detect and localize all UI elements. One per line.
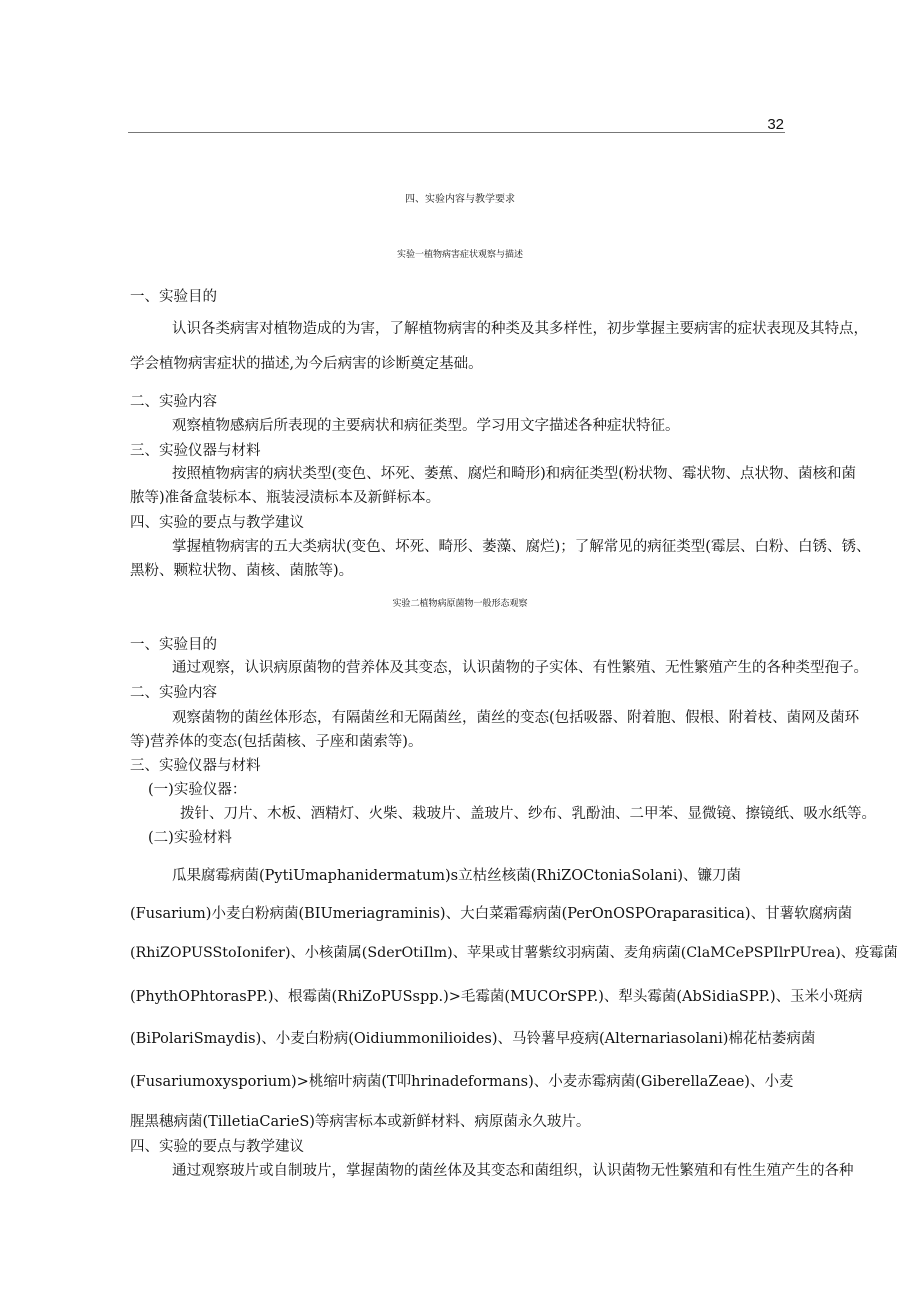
exp1-s2-heading: 二、实验内容 (130, 394, 217, 410)
material-line-7: 腥黑穗病菌(TilletiaCarieS)等病害标本或新鲜材料、病原菌永久玻片。 (130, 1114, 591, 1130)
material-line-4: (PhythOPhtorasPP.)、根霉菌(RhiZoPUSspp.)>毛霉菌(MUCOrSPP.)、犁头霉菌(AbSidiaSPP.)、玉米小斑病 (130, 989, 863, 1005)
exp2-s3-sub2: (二)实验材料 (148, 830, 232, 846)
material-line-3: (RhiZOPUSStoIonifer)、小核菌属(SderOtiIlm)、苹果或甘薯紫纹羽病菌、麦角病菌(ClaMCePSPIlrPUrea)、疫霉菌 (130, 945, 898, 961)
exp2-s2-heading: 二、实验内容 (130, 685, 217, 701)
exp1-s1-line2: 学会植物病害症状的描述,为今后病害的诊断奠定基础。 (130, 356, 483, 372)
page-number: 32 (767, 116, 784, 133)
exp1-s3-line1: 按照植物病害的病状类型(变色、坏死、萎蕉、腐烂和畸形)和病征类型(粉状物、霉状物、点状物、菌核和菌 (172, 466, 856, 482)
exp1-title: 实验一植物病害症状观察与描述 (396, 250, 523, 260)
material-line-2: (Fusarium)小麦白粉病菌(BIUmeriagraminis)、大白菜霜霉病菌(PerOnOSPOraparasitica)、甘薯软腐病菌 (130, 906, 853, 922)
exp1-s4-line2: 黑粉、颗粒状物、菌核、菌脓等)。 (130, 563, 354, 579)
header-rule (128, 132, 785, 133)
exp2-s3-heading: 三、实验仪器与材料 (130, 758, 261, 774)
exp2-s4-heading: 四、实验的要点与教学建议 (130, 1139, 304, 1155)
exp1-s1-line1: 认识各类病害对植物造成的为害，了解植物病害的种类及其多样性，初步掌握主要病害的症状表现及其特点， (172, 321, 868, 337)
exp2-s4-line1: 通过观察玻片或自制玻片，掌握菌物的菌丝体及其变态和菌组织，认识菌物无性繁殖和有性生殖产生的各种 (172, 1163, 854, 1179)
exp2-s2-line1: 观察菌物的菌丝体形态，有隔菌丝和无隔菌丝，菌丝的变态(包括吸器、附着胞、假根、附着枝、菌网及菌环 (172, 710, 860, 726)
exp2-s3-sub1: (一)实验仪器： (148, 782, 247, 798)
exp2-s2-line2: 等)营养体的变态(包括菌核、子座和菌索等)。 (130, 734, 423, 750)
exp2-s1-heading: 一、实验目的 (130, 637, 217, 653)
material-line-5: (BiPolariSmaydis)、小麦白粉病(Oidiummonilioides)、马铃薯早疫病(Alternariasolani)棉花枯萎病菌 (130, 1031, 816, 1047)
exp1-s4-line1: 掌握植物病害的五大类病状(变色、坏死、畸形、萎藻、腐烂)；了解常见的病征类型(霉层、白粉、白锈、锈、 (172, 539, 871, 555)
exp1-s1-heading: 一、实验目的 (130, 289, 217, 305)
exp1-s4-heading: 四、实验的要点与教学建议 (130, 515, 304, 531)
exp1-s3-line2: 脓等)准备盒装标本、瓶装浸渍标本及新鲜标本。 (130, 490, 441, 506)
main-title: 四、实验内容与教学要求 (405, 194, 515, 205)
exp2-title: 实验二植物病原菌物一般形态观察 (392, 599, 528, 609)
exp2-s3-sub1-text: 拨针、刀片、木板、酒精灯、火柴、栽玻片、盖玻片、纱布、乳酚油、二甲苯、显微镜、擦镜纸、吸水纸等。 (180, 806, 876, 822)
exp1-s3-heading: 三、实验仪器与材料 (130, 443, 261, 459)
material-line-6: (Fusariumoxysporium)>桃缩叶病菌(T叩hrinadeformans)、小麦赤霉病菌(GiberellaZeae)、小麦 (130, 1074, 794, 1090)
material-line-1: 瓜果腐霉病菌(PytiUmaphanidermatum)s立枯丝核菌(RhiZOCtoniaSolani)、镰刀菌 (172, 868, 741, 884)
exp2-s1-line1: 通过观察，认识病原菌物的营养体及其变态，认识菌物的子实体、有性繁殖、无性繁殖产生的各种类型孢子。 (172, 660, 868, 676)
exp1-s2-line1: 观察植物感病后所表现的主要病状和病征类型。学习用文字描述各种症状特征。 (172, 418, 680, 434)
